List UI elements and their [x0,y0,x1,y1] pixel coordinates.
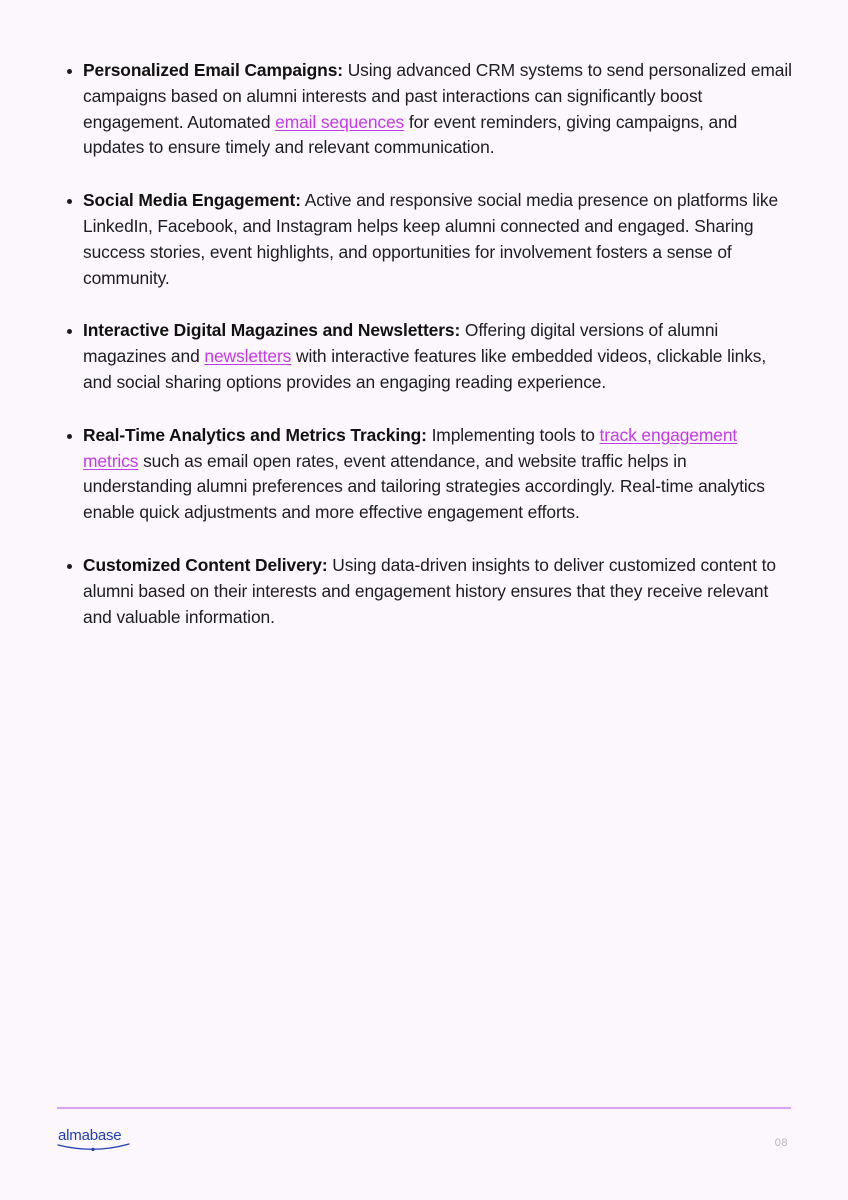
item-text: Offering digital versions of alumni magazines and [83,320,719,367]
item-text: for event reminders, giving campaigns, and updates to ensure timely and relevant communication. [83,111,738,158]
newsletters-link[interactable]: newsletters [204,346,292,367]
track-engagement-metrics-link[interactable]: track engagement metrics [83,424,738,471]
item-heading: Personalized Email Campaigns: [83,60,343,80]
page-number: 08 [774,1137,788,1149]
list-item [64,58,796,161]
document-body [64,58,796,657]
item-heading: Customized Content Delivery: [83,554,328,575]
list-item [64,423,796,526]
list-item [64,318,796,395]
bullet-list [64,58,796,630]
list-item [64,188,796,291]
item-heading: Interactive Digital Magazines and Newsletters: [83,320,461,341]
footer-divider [57,1107,791,1109]
item-text: with interactive features like embedded videos, clickable links, and social sharing options provides an engaging reading experience. [83,346,767,392]
bullet-icon [67,434,72,439]
item-text: Implementing tools to [426,424,600,445]
logo-swoosh-icon [57,1141,131,1153]
list-item [64,553,796,630]
bullet-icon [67,69,72,74]
logo-text: almabase [58,1127,122,1144]
bullet-icon [67,564,72,569]
email-sequences-link[interactable]: email sequences [275,111,405,132]
item-text: Active and responsive social media presence on platforms like LinkedIn, Facebook, and Instagram helps keep alumni connected and engaged. Sharing success stories, event highlights, and opportunities for involvement fosters a sense of community. [83,190,779,288]
bullet-icon [67,199,72,204]
item-heading: Social Media Engagement: [83,190,301,211]
almabase-logo [57,1127,131,1153]
bullet-icon [67,329,72,334]
item-text: Using data-driven insights to deliver customized content to alumni based on their interests and engagement history ensures that they receive relevant and valuable information. [83,554,776,627]
item-heading: Real-Time Analytics and Metrics Tracking: [83,424,427,445]
item-text: such as email open rates, event attendance, and website traffic helps in understanding alumni preferences and tailoring strategies accordingly. Real-time analytics enable quick adjustments and more effective engagement efforts. [83,450,765,523]
item-text: Using advanced CRM systems to send personalized email campaigns based on alumni interests and past interactions can significantly boost engagement. Automated [83,60,792,132]
